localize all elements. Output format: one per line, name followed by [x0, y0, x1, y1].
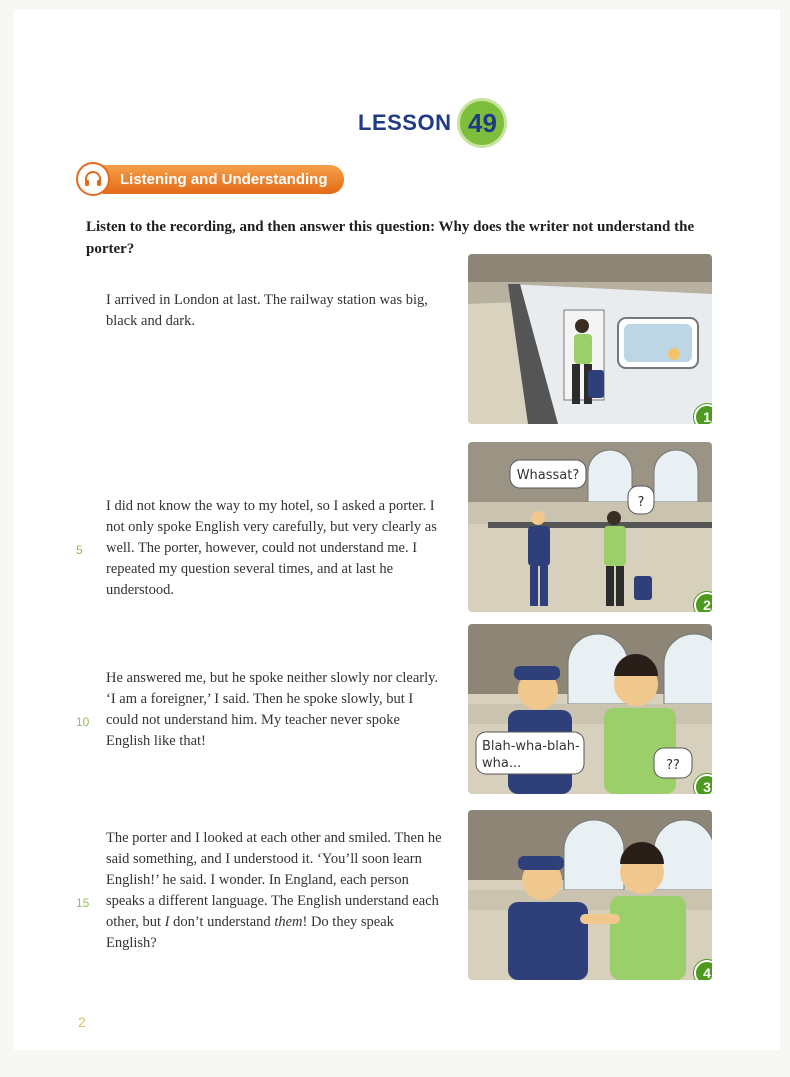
panel-number-badge: 2 — [694, 592, 712, 612]
porter-speech-bubble-line-1: Blah-wha-blah- — [482, 739, 580, 754]
illustration-panel-3 — [468, 624, 712, 794]
panel-number-badge: 1 — [694, 404, 712, 424]
page-number: 2 — [78, 1014, 86, 1030]
paragraph-4-part-c: ! Do they speak English? — [106, 914, 394, 951]
illustration-panel-4 — [468, 810, 712, 980]
lesson-header — [358, 98, 507, 148]
headphones-icon — [76, 162, 110, 196]
line-number-5: 5 — [76, 543, 83, 557]
paragraph-1: I arrived in London at last. The railway station was big, black and dark. — [106, 292, 428, 329]
porter-smiling-illustration — [468, 810, 712, 980]
paragraph-2: I did not know the way to my hotel, so I asked a porter. I not only spoke English very carefully, but very clearly as well. The porter, however, could not understand me. I repeated my question several times, and at last he understood. — [106, 498, 437, 598]
lesson-label: LESSON — [358, 110, 452, 135]
porter-speech-bubble: Whassat? — [516, 468, 580, 483]
textbook-page — [14, 10, 780, 1050]
panel-number-badge: 3 — [694, 774, 712, 794]
train-arrival-illustration — [468, 254, 712, 424]
paragraph-4-part-b: don’t understand — [169, 914, 275, 930]
paragraph-3: He answered me, but he spoke neither slowly nor clearly. ‘I am a foreigner,’ I said. Then he spoke slowly, but I could not understand him. My teacher never spoke English like that! — [106, 670, 439, 749]
porter-speech-bubble-line-2: wha... — [482, 756, 522, 771]
line-number-15: 15 — [76, 896, 90, 910]
porter-conversation-illustration — [468, 442, 712, 612]
writer-thought-bubble: ?? — [666, 758, 680, 773]
paragraph-4-italic-them: them — [274, 914, 303, 930]
illustration-panel-2 — [468, 442, 712, 612]
panel-number-badge: 4 — [694, 960, 712, 980]
line-number-10: 10 — [76, 715, 90, 729]
porter-answer-illustration — [468, 624, 712, 794]
paragraph-4-part-a: The porter and I looked at each other and smiled. Then he said something, and I understood it. ‘You’ll soon learn English!’ he said. I wonder. In England, each person speaks a different language. The English understand each other, but — [106, 830, 442, 930]
section-banner — [76, 162, 344, 196]
section-title: Listening and Understanding — [100, 165, 344, 194]
paragraph-4 — [106, 828, 446, 954]
illustration-panel-1 — [468, 254, 712, 424]
paragraph-4-italic-i: I — [164, 914, 170, 930]
instruction-text: Listen to the recording, and then answer this question: Why does the writer not understand the porter? — [86, 219, 695, 257]
lesson-number-badge: 49 — [457, 98, 507, 148]
writer-thought-bubble: ? — [637, 495, 645, 510]
